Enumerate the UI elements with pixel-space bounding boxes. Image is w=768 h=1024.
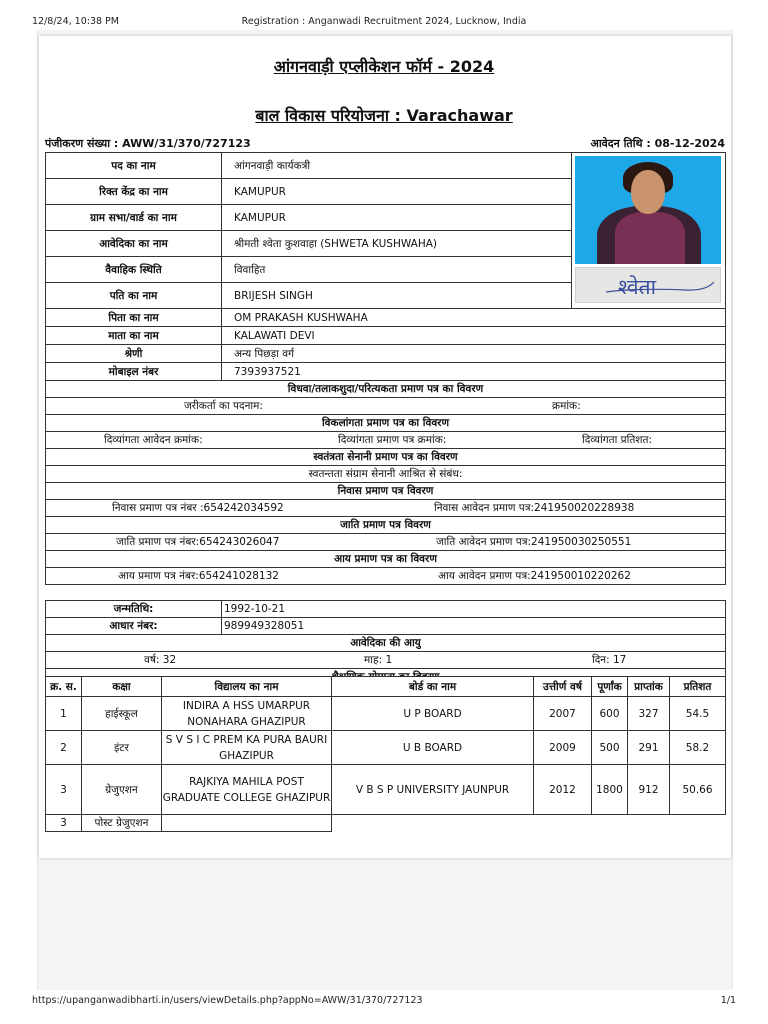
cell-year: 2007: [534, 697, 592, 731]
freedom-section-row: [46, 466, 726, 483]
application-date: आवेदन तिथि : 08-12-2024: [590, 137, 725, 150]
col-header-serial: क्र. स.: [46, 677, 82, 697]
col-header-year: उत्तीर्ण वर्ष: [534, 677, 592, 697]
detail-value: BRIJESH SINGH: [222, 283, 572, 309]
detail-label: पद का नाम: [46, 153, 222, 179]
print-datetime: 12/8/24, 10:38 PM: [32, 16, 119, 27]
freedom-relation: स्वतन्तता संग्राम सेनानी आश्रित से संबंध:: [46, 466, 726, 483]
detail-label: वैवाहिक स्थिति: [46, 257, 222, 283]
cell-board: V B S P UNIVERSITY JAUNPUR: [332, 765, 534, 815]
table-row: [46, 815, 726, 832]
print-footer: [0, 995, 768, 1009]
detail-value: KAMUPUR: [222, 205, 572, 231]
cell-board: U B BOARD: [332, 731, 534, 765]
col-header-board: बोर्ड का नाम: [332, 677, 534, 697]
residence-app-no: निवास आवेदन प्रमाण पत्र:241950020228938: [434, 502, 635, 514]
cell-school: INDIRA A HSS UMARPUR NONAHARA GHAZIPUR: [162, 697, 332, 731]
income-section-row: [46, 568, 726, 585]
col-header-max-marks: पूर्णांक: [592, 677, 628, 697]
cell-max-marks: [592, 815, 628, 832]
cell-class: पोस्ट ग्रेजुएशन: [82, 815, 162, 832]
cell-max-marks: 1800: [592, 765, 628, 815]
detail-label: माता का नाम: [46, 327, 222, 345]
project-heading: [0, 104, 768, 126]
caste-cert-no: जाति प्रमाण पत्र नंबर:654243026047: [116, 536, 280, 548]
freedom-section-title: स्वतंत्रता सेनानी प्रमाण पत्र का विवरण: [46, 449, 726, 466]
cell-percent: 54.5: [670, 697, 726, 731]
applicant-details-table: [45, 152, 726, 585]
income-section-title: आय प्रमाण पत्र का विवरण: [46, 551, 726, 568]
caste-section-title: जाति प्रमाण पत्र विवरण: [46, 517, 726, 534]
income-cert-no: आय प्रमाण पत्र नंबर:654241028132: [118, 570, 279, 582]
cell-percent: 58.2: [670, 731, 726, 765]
cell-class: इंटर: [82, 731, 162, 765]
residence-section-title: निवास प्रमाण पत्र विवरण: [46, 483, 726, 500]
widow-section-row: [46, 398, 726, 415]
detail-value: अन्य पिछड़ा वर्ग: [222, 345, 726, 363]
age-title: आवेदिका की आयु: [46, 635, 726, 652]
col-header-percent: प्रतिशत: [670, 677, 726, 697]
detail-value: 7393937521: [222, 363, 726, 381]
detail-value: आंगनवाड़ी कार्यकत्री: [222, 153, 572, 179]
cell-year: [534, 815, 592, 832]
cell-school: S V S I C PREM KA PURA BAURI GHAZIPUR: [162, 731, 332, 765]
col-header-school: विद्यालय का नाम: [162, 677, 332, 697]
disability-cert-no: दिव्यांगता प्रमाण पत्र क्रमांक:: [338, 434, 447, 446]
detail-value: विवाहित: [222, 257, 572, 283]
detail-value: श्रीमती श्वेता कुशवाहा (SHWETA KUSHWAHA): [222, 231, 572, 257]
age-years: वर्ष: 32: [144, 654, 177, 666]
cell-serial: 3: [46, 765, 82, 815]
cell-obtained: [628, 815, 670, 832]
residence-section-title-row: [46, 483, 726, 500]
table-row: [46, 765, 726, 815]
page-url: https://upanganwadibharti.in/users/viewDetails.php?appNo=AWW/31/370/727123: [32, 995, 423, 1006]
income-app-no: आय आवेदन प्रमाण पत्र:241950010220262: [438, 570, 631, 582]
photo-signature-cell: [572, 153, 726, 309]
detail-value: KALAWATI DEVI: [222, 327, 726, 345]
residence-section-row: [46, 500, 726, 517]
cell-class: ग्रेजुएशन: [82, 765, 162, 815]
applicant-photo: [575, 156, 721, 264]
widow-issuer-label: जरीकर्ता का पदनाम:: [184, 400, 263, 412]
detail-value: OM PRAKASH KUSHWAHA: [222, 309, 726, 327]
widow-section-title: विधवा/तलाकशुदा/परित्यकता प्रमाण पत्र का विवरण: [46, 381, 726, 398]
registration-line: [45, 136, 725, 152]
cell-school: RAJKIYA MAHILA POST GRADUATE COLLEGE GHAZIPUR: [162, 765, 332, 815]
freedom-section-title-row: [46, 449, 726, 466]
cell-max-marks: 500: [592, 731, 628, 765]
print-header: [0, 16, 768, 30]
detail-value: KAMUPUR: [222, 179, 572, 205]
caste-app-no: जाति आवेदन प्रमाण पत्र:241950030250551: [436, 536, 632, 548]
caste-section-row: [46, 534, 726, 551]
income-section-title-row: [46, 551, 726, 568]
table-row: [46, 731, 726, 765]
cell-obtained: 912: [628, 765, 670, 815]
detail-label: मोबाइल नंबर: [46, 363, 222, 381]
caste-section-title-row: [46, 517, 726, 534]
registration-number: पंजीकरण संख्या : AWW/31/370/727123: [45, 137, 251, 150]
col-header-obtained: प्राप्तांक: [628, 677, 670, 697]
cell-obtained: 291: [628, 731, 670, 765]
cell-percent: [670, 815, 726, 832]
cell-year: 2009: [534, 731, 592, 765]
detail-label: रिक्त केंद्र का नाम: [46, 179, 222, 205]
disability-app-no: दिव्यांगता आवेदन क्रमांक:: [104, 434, 203, 446]
detail-row: [46, 153, 726, 179]
cell-board: U P BOARD: [332, 697, 534, 731]
col-header-class: कक्षा: [82, 677, 162, 697]
detail-row: [46, 327, 726, 345]
cell-max-marks: 600: [592, 697, 628, 731]
education-table: [45, 676, 726, 832]
age-values-row: [46, 652, 726, 669]
detail-row: [46, 345, 726, 363]
cell-year: 2012: [534, 765, 592, 815]
detail-label: आवेदिका का नाम: [46, 231, 222, 257]
age-months: माह: 1: [364, 654, 393, 666]
dob-age-table: [45, 600, 726, 686]
aadhaar-value: 989949328051: [222, 618, 726, 635]
education-header-row: [46, 677, 726, 697]
disability-section-title-row: [46, 415, 726, 432]
widow-section-title-row: [46, 381, 726, 398]
widow-serial-label: क्रमांक:: [552, 400, 581, 412]
residence-cert-no: निवास प्रमाण पत्र नंबर :654242034592: [112, 502, 284, 514]
detail-label: पिता का नाम: [46, 309, 222, 327]
project-label: बाल विकास परियोजना :: [255, 106, 407, 125]
disability-section-title: विकलांगता प्रमाण पत्र का विवरण: [46, 415, 726, 432]
detail-row: [46, 309, 726, 327]
cell-serial: 2: [46, 731, 82, 765]
table-row: [46, 697, 726, 731]
age-title-row: [46, 635, 726, 652]
cell-percent: 50.66: [670, 765, 726, 815]
detail-label: पति का नाम: [46, 283, 222, 309]
cell-class: हाईस्कूल: [82, 697, 162, 731]
aadhaar-label: आधार नंबर:: [46, 618, 222, 635]
cell-school: [162, 815, 332, 832]
page-number: 1/1: [720, 995, 736, 1006]
disability-section-row: [46, 432, 726, 449]
signature-image: [576, 268, 721, 303]
dob-value: 1992-10-21: [222, 601, 726, 618]
print-title: Registration : Anganwadi Recruitment 2024, Lucknow, India: [241, 16, 527, 27]
detail-row: [46, 363, 726, 381]
detail-label: श्रेणी: [46, 345, 222, 363]
form-title: आंगनवाड़ी एप्लीकेशन फॉर्म - 2024: [273, 57, 495, 76]
cell-board: [332, 815, 534, 832]
cell-serial: 1: [46, 697, 82, 731]
cell-serial: 3: [46, 815, 82, 832]
detail-label: ग्राम सभा/वार्ड का नाम: [46, 205, 222, 231]
aadhaar-row: [46, 618, 726, 635]
dob-label: जन्मतिथि:: [46, 601, 222, 618]
dob-row: [46, 601, 726, 618]
disability-percent: दिव्यांगता प्रतिशत:: [582, 434, 652, 446]
signature-text: श्वेता: [618, 275, 657, 299]
applicant-signature: [575, 267, 721, 303]
age-days: दिन: 17: [592, 654, 627, 666]
cell-obtained: 327: [628, 697, 670, 731]
project-name: Varachawar: [406, 106, 513, 125]
